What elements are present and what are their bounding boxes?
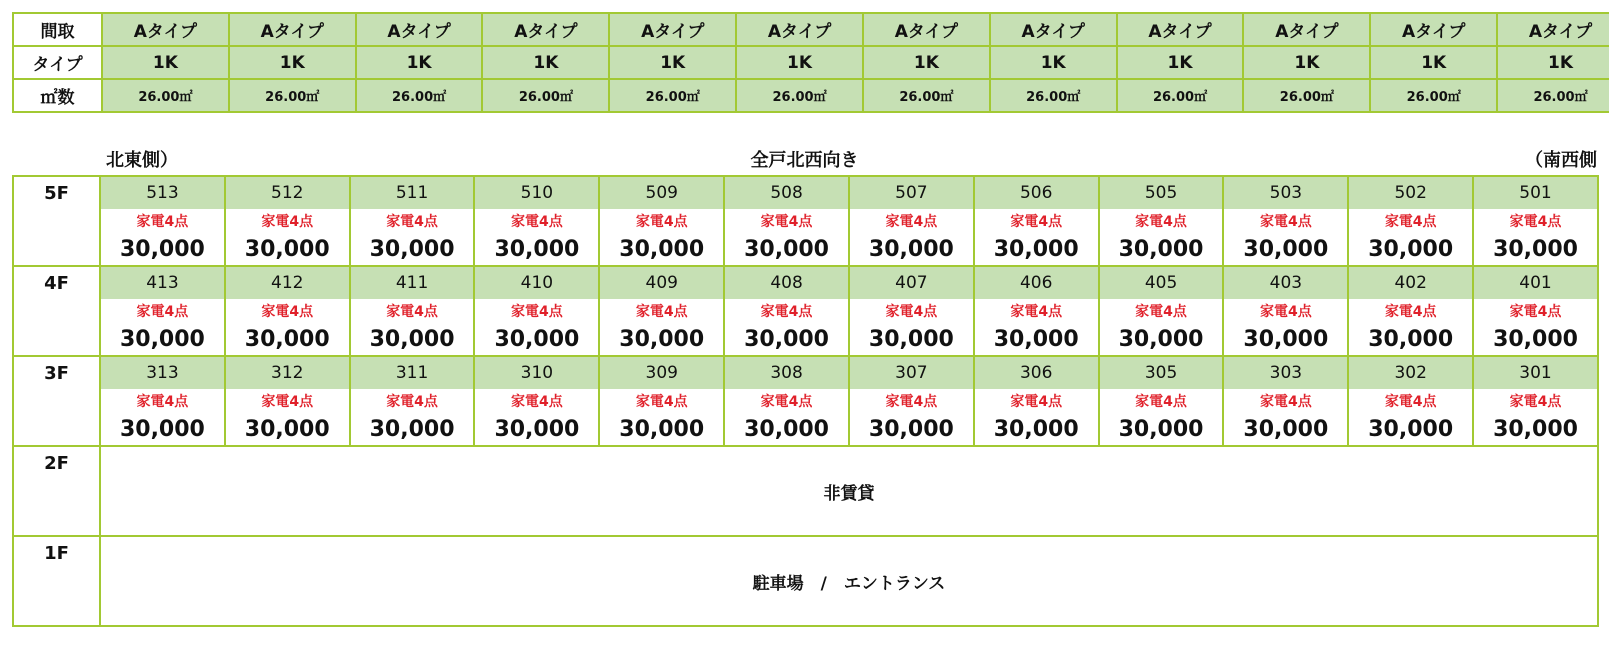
appliance-badge: 家電4点 — [849, 209, 974, 234]
rent-price: 30,000 — [100, 323, 225, 356]
layout-cell: Aタイプ — [482, 13, 609, 46]
area-cell: 26.00㎡ — [863, 79, 990, 112]
area-cell: 26.00㎡ — [102, 79, 229, 112]
appliance-badge: 家電4点 — [1099, 389, 1224, 414]
type-cell: 1K — [609, 46, 736, 79]
area-cell: 26.00㎡ — [1117, 79, 1244, 112]
rent-price: 30,000 — [1348, 323, 1473, 356]
rent-price: 30,000 — [225, 323, 350, 356]
room-number: 306 — [974, 356, 1099, 389]
floor-row-2f — [13, 446, 1598, 536]
appliance-badge: 家電4点 — [724, 209, 849, 234]
room-number: 301 — [1473, 356, 1598, 389]
appliance-badge: 家電4点 — [474, 209, 599, 234]
room-number: 505 — [1099, 176, 1224, 209]
layout-cell: Aタイプ — [609, 13, 736, 46]
rent-price: 30,000 — [1348, 413, 1473, 446]
rent-price: 30,000 — [1473, 413, 1598, 446]
layout-cell: Aタイプ — [863, 13, 990, 46]
appliance-badge: 家電4点 — [599, 209, 724, 234]
area-cell: 26.00㎡ — [229, 79, 356, 112]
floor-appliance-row — [13, 209, 1598, 234]
rent-price: 30,000 — [1223, 233, 1348, 266]
appliance-badge: 家電4点 — [1223, 209, 1348, 234]
area-cell: 26.00㎡ — [1497, 79, 1609, 112]
rent-price: 30,000 — [974, 323, 1099, 356]
orientation-center-label: 全戸北西向き — [750, 150, 859, 171]
appliance-badge: 家電4点 — [1473, 389, 1598, 414]
spec-row-layout — [13, 13, 1609, 46]
appliance-badge: 家電4点 — [974, 389, 1099, 414]
rent-price: 30,000 — [474, 323, 599, 356]
appliance-badge: 家電4点 — [1223, 299, 1348, 324]
spec-label-layout: 間取 — [13, 13, 102, 46]
rent-price: 30,000 — [1473, 323, 1598, 356]
layout-cell: Aタイプ — [1370, 13, 1497, 46]
appliance-badge: 家電4点 — [599, 389, 724, 414]
area-cell: 26.00㎡ — [482, 79, 609, 112]
room-number: 508 — [724, 176, 849, 209]
appliance-badge: 家電4点 — [100, 389, 225, 414]
appliance-badge: 家電4点 — [1348, 389, 1473, 414]
floor-price-row — [13, 233, 1598, 266]
rent-price: 30,000 — [474, 233, 599, 266]
appliance-badge: 家電4点 — [225, 299, 350, 324]
layout-cell: Aタイプ — [356, 13, 483, 46]
room-number: 502 — [1348, 176, 1473, 209]
type-cell: 1K — [356, 46, 483, 79]
rent-price: 30,000 — [1348, 233, 1473, 266]
rent-price: 30,000 — [1223, 413, 1348, 446]
area-cell: 26.00㎡ — [736, 79, 863, 112]
floor-row-1f — [13, 536, 1598, 626]
floor-label: 1F — [13, 536, 100, 626]
rent-price: 30,000 — [1473, 233, 1598, 266]
floor-label: 5F — [13, 176, 100, 266]
room-number: 503 — [1223, 176, 1348, 209]
appliance-badge: 家電4点 — [350, 389, 475, 414]
floor-label: 4F — [13, 266, 100, 356]
floor-price-row — [13, 323, 1598, 356]
appliance-badge: 家電4点 — [474, 389, 599, 414]
room-number: 407 — [849, 266, 974, 299]
room-number: 510 — [474, 176, 599, 209]
appliance-badge: 家電4点 — [350, 209, 475, 234]
appliance-badge: 家電4点 — [1099, 209, 1224, 234]
orientation-right-label: （南西側 — [1525, 150, 1597, 171]
rent-price: 30,000 — [350, 323, 475, 356]
room-number: 409 — [599, 266, 724, 299]
appliance-badge: 家電4点 — [974, 299, 1099, 324]
rent-price: 30,000 — [599, 413, 724, 446]
rent-price: 30,000 — [350, 233, 475, 266]
type-cell: 1K — [1370, 46, 1497, 79]
appliance-badge: 家電4点 — [724, 389, 849, 414]
floor-note: 非賃貸 — [100, 446, 1598, 536]
type-cell: 1K — [1497, 46, 1609, 79]
layout-cell: Aタイプ — [1497, 13, 1609, 46]
appliance-badge: 家電4点 — [225, 389, 350, 414]
rent-price: 30,000 — [350, 413, 475, 446]
appliance-badge: 家電4点 — [474, 299, 599, 324]
rent-price: 30,000 — [724, 413, 849, 446]
floor-room-row — [13, 176, 1598, 209]
rent-price: 30,000 — [1099, 413, 1224, 446]
floor-plan-table — [12, 175, 1599, 627]
room-number: 501 — [1473, 176, 1598, 209]
appliance-badge: 家電4点 — [849, 389, 974, 414]
appliance-badge: 家電4点 — [1473, 209, 1598, 234]
room-number: 507 — [849, 176, 974, 209]
type-cell: 1K — [229, 46, 356, 79]
layout-cell: Aタイプ — [229, 13, 356, 46]
area-cell: 26.00㎡ — [356, 79, 483, 112]
type-cell: 1K — [990, 46, 1117, 79]
appliance-badge: 家電4点 — [1473, 299, 1598, 324]
room-number: 305 — [1099, 356, 1224, 389]
appliance-badge: 家電4点 — [100, 209, 225, 234]
room-number: 513 — [100, 176, 225, 209]
rent-price: 30,000 — [1099, 233, 1224, 266]
type-cell: 1K — [102, 46, 229, 79]
floor-room-row — [13, 356, 1598, 389]
room-number: 511 — [350, 176, 475, 209]
area-cell: 26.00㎡ — [1370, 79, 1497, 112]
area-cell: 26.00㎡ — [609, 79, 736, 112]
appliance-badge: 家電4点 — [350, 299, 475, 324]
rent-price: 30,000 — [974, 413, 1099, 446]
rent-price: 30,000 — [599, 323, 724, 356]
spec-row-area — [13, 79, 1609, 112]
rent-price: 30,000 — [849, 233, 974, 266]
room-number: 312 — [225, 356, 350, 389]
rent-price: 30,000 — [724, 323, 849, 356]
room-number: 412 — [225, 266, 350, 299]
floor-price-row — [13, 413, 1598, 446]
spec-label-area: ㎡数 — [13, 79, 102, 112]
spec-label-type: タイプ — [13, 46, 102, 79]
room-number: 413 — [100, 266, 225, 299]
floor-appliance-row — [13, 389, 1598, 414]
room-number: 310 — [474, 356, 599, 389]
room-number: 311 — [350, 356, 475, 389]
type-cell: 1K — [482, 46, 609, 79]
rent-price: 30,000 — [225, 233, 350, 266]
spec-row-type — [13, 46, 1609, 79]
layout-cell: Aタイプ — [102, 13, 229, 46]
layout-cell: Aタイプ — [990, 13, 1117, 46]
appliance-badge: 家電4点 — [100, 299, 225, 324]
room-number: 403 — [1223, 266, 1348, 299]
floor-room-row — [13, 266, 1598, 299]
room-number: 410 — [474, 266, 599, 299]
room-number: 506 — [974, 176, 1099, 209]
room-number: 309 — [599, 356, 724, 389]
room-number: 307 — [849, 356, 974, 389]
room-number: 408 — [724, 266, 849, 299]
floor-label: 3F — [13, 356, 100, 446]
room-number: 303 — [1223, 356, 1348, 389]
rent-price: 30,000 — [100, 233, 225, 266]
rent-price: 30,000 — [974, 233, 1099, 266]
floor-appliance-row — [13, 299, 1598, 324]
room-number: 308 — [724, 356, 849, 389]
room-number: 512 — [225, 176, 350, 209]
appliance-badge: 家電4点 — [1348, 209, 1473, 234]
appliance-badge: 家電4点 — [1099, 299, 1224, 324]
rent-price: 30,000 — [849, 323, 974, 356]
rent-price: 30,000 — [100, 413, 225, 446]
room-number: 411 — [350, 266, 475, 299]
floor-note: 駐車場 / エントランス — [100, 536, 1598, 626]
orientation-left-label: 北東側） — [106, 150, 178, 171]
appliance-badge: 家電4点 — [1348, 299, 1473, 324]
layout-cell: Aタイプ — [1117, 13, 1244, 46]
floor-label: 2F — [13, 446, 100, 536]
rent-price: 30,000 — [849, 413, 974, 446]
appliance-badge: 家電4点 — [724, 299, 849, 324]
rent-price: 30,000 — [599, 233, 724, 266]
area-cell: 26.00㎡ — [1243, 79, 1370, 112]
rent-price: 30,000 — [724, 233, 849, 266]
room-number: 302 — [1348, 356, 1473, 389]
room-number: 405 — [1099, 266, 1224, 299]
appliance-badge: 家電4点 — [974, 209, 1099, 234]
type-cell: 1K — [736, 46, 863, 79]
rent-price: 30,000 — [1223, 323, 1348, 356]
appliance-badge: 家電4点 — [849, 299, 974, 324]
layout-cell: Aタイプ — [1243, 13, 1370, 46]
room-number: 406 — [974, 266, 1099, 299]
appliance-badge: 家電4点 — [225, 209, 350, 234]
type-cell: 1K — [863, 46, 990, 79]
room-number: 313 — [100, 356, 225, 389]
unit-spec-table — [12, 12, 1609, 113]
room-number: 401 — [1473, 266, 1598, 299]
area-cell: 26.00㎡ — [990, 79, 1117, 112]
room-number: 509 — [599, 176, 724, 209]
rent-price: 30,000 — [225, 413, 350, 446]
rent-price: 30,000 — [474, 413, 599, 446]
appliance-badge: 家電4点 — [599, 299, 724, 324]
type-cell: 1K — [1243, 46, 1370, 79]
room-number: 402 — [1348, 266, 1473, 299]
layout-cell: Aタイプ — [736, 13, 863, 46]
rent-price: 30,000 — [1099, 323, 1224, 356]
type-cell: 1K — [1117, 46, 1244, 79]
appliance-badge: 家電4点 — [1223, 389, 1348, 414]
